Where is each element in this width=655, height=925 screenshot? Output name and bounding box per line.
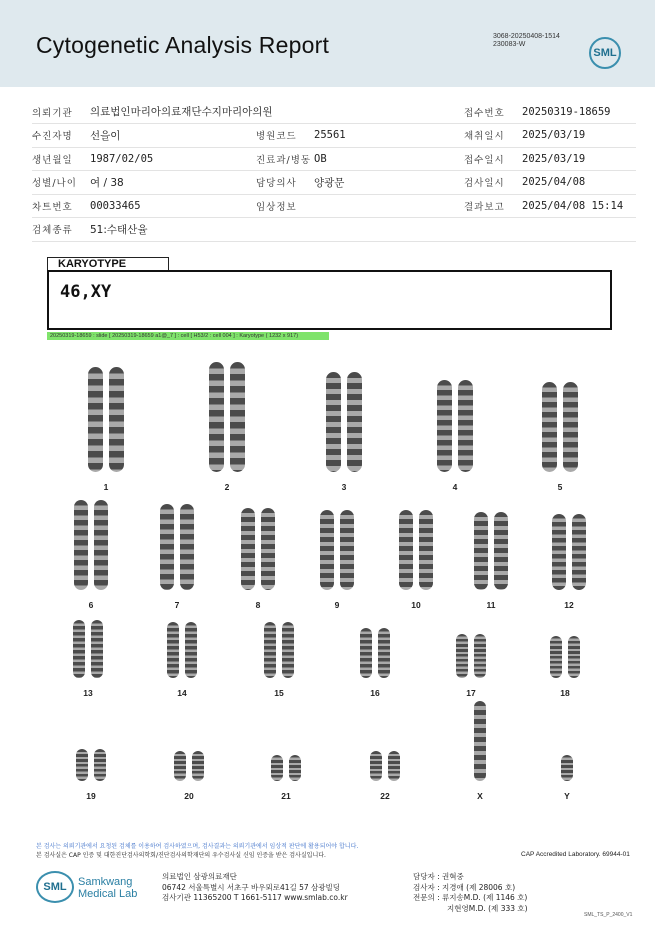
chromosome-image	[76, 749, 88, 781]
chromosome-image	[399, 510, 413, 590]
doctor-value: 양광문	[314, 171, 464, 195]
dept-label: 진료과/병동	[256, 147, 314, 171]
chromosome-pair-17	[456, 634, 486, 678]
clinical-info-value	[314, 194, 464, 218]
chromosome-label: X	[477, 791, 483, 801]
chromosome-image	[185, 622, 197, 678]
chromosome-label: 21	[281, 791, 291, 801]
chromosome-image	[241, 508, 255, 590]
lab-info	[162, 872, 348, 904]
chromosome-pair-22	[370, 751, 400, 781]
chromosome-image	[561, 755, 573, 781]
chromosome-label: 3	[341, 482, 347, 492]
chromosome-image	[388, 751, 400, 781]
chromosome-label: 22	[380, 791, 390, 801]
chromosome-pair-21	[271, 755, 301, 781]
lab-info-line1: 의료법인 삼광의료재단	[162, 872, 237, 881]
chromosome-pair-5	[542, 382, 578, 472]
sex-age-label: 성별/나이	[32, 171, 90, 195]
chromosome-pair-18	[550, 636, 580, 678]
chromosome-label: 1	[103, 482, 109, 492]
hospital-code-value: 25561	[314, 124, 464, 148]
chromosome-image	[572, 514, 586, 590]
staff-line4: 지현영M.D. (제 333 호)	[447, 903, 528, 913]
chromosome-pair-7	[160, 504, 194, 590]
sex-age-value: 여 / 38	[90, 171, 256, 195]
chromosome-image	[340, 510, 354, 590]
chromosome-image	[160, 504, 174, 590]
chromosome-image	[456, 634, 468, 678]
test-date-value: 2025/04/08	[522, 171, 636, 195]
collection-date-label: 채취일시	[464, 124, 522, 148]
chromosome-pair-y	[561, 755, 573, 781]
chromosome-image	[550, 636, 562, 678]
chromosome-image	[552, 514, 566, 590]
chromosome-image	[370, 751, 382, 781]
chromosome-image	[494, 512, 508, 590]
chromosome-label: 14	[177, 688, 187, 698]
chromosome-image	[192, 751, 204, 781]
info-row-1	[32, 100, 636, 124]
lab-brand-line1: Samkwang	[78, 876, 133, 888]
chromosome-pair-3	[326, 372, 362, 472]
chromosome-pair-8	[241, 508, 275, 590]
clinical-info-label: 임상정보	[256, 194, 314, 218]
chromosome-image	[261, 508, 275, 590]
chromosome-label: 4	[452, 482, 458, 492]
chromosome-image	[167, 622, 179, 678]
chromosome-image	[88, 367, 103, 472]
chromosome-image	[347, 372, 362, 472]
chromosome-label: 2	[224, 482, 230, 492]
karyotype-tab-label: KARYOTYPE	[47, 257, 169, 271]
name-value: 선을이	[90, 124, 256, 148]
specimen-label: 검체종류	[32, 218, 90, 242]
dept-value: OB	[314, 147, 464, 171]
info-row-3	[32, 147, 636, 171]
patient-info-table	[32, 100, 636, 242]
chromosome-image	[73, 620, 85, 678]
chromosome-image	[568, 636, 580, 678]
chromosome-pair-x	[474, 701, 486, 781]
chromosome-label: 9	[334, 600, 340, 610]
chromosome-image	[264, 622, 276, 678]
slide-info-bar: 20250319-18659 : slide [ 20250319-18659 a1@_7 ] : cell [ H53/2 : cell 004 ] : Karyotype ( 1232 x 917)	[47, 332, 329, 340]
result-report-label: 결과보고	[464, 194, 522, 218]
karyotype-result-box	[47, 270, 612, 330]
chromosome-pair-11	[474, 512, 508, 590]
chromosome-pair-13	[73, 620, 103, 678]
chromosome-label: 18	[560, 688, 570, 698]
chromosome-label: 10	[411, 600, 421, 610]
chromosome-image	[563, 382, 578, 472]
chromosome-image	[360, 628, 372, 678]
chromosome-image	[109, 367, 124, 472]
chromosome-image	[326, 372, 341, 472]
lab-info-line3: 검사기관 11365200 T 1661-5117 www.smlab.co.kr	[162, 893, 348, 902]
chromosome-label: 17	[466, 688, 476, 698]
chromosome-image	[91, 620, 103, 678]
chromosome-image	[474, 701, 486, 781]
report-code-line2: 230083-W	[493, 41, 526, 48]
lab-brand-line2: Medical Lab	[78, 888, 138, 900]
result-report-value: 2025/04/08 15:14	[522, 194, 636, 218]
karyogram-image	[40, 345, 640, 815]
chromosome-pair-6	[74, 500, 108, 590]
chromosome-image	[271, 755, 283, 781]
info-row-6	[32, 218, 636, 242]
chromosome-image	[320, 510, 334, 590]
chromosome-image	[542, 382, 557, 472]
chromosome-pair-4	[437, 380, 473, 472]
chromosome-image	[209, 362, 224, 472]
chromosome-label: 6	[88, 600, 94, 610]
report-code	[493, 33, 560, 49]
chromosome-image	[474, 634, 486, 678]
chromosome-image	[378, 628, 390, 678]
chromosome-image	[230, 362, 245, 472]
chromosome-label: 8	[255, 600, 261, 610]
info-row-5	[32, 194, 636, 218]
chromosome-label: 13	[83, 688, 93, 698]
receipt-no-value: 20250319-18659	[522, 100, 636, 124]
lab-info-line2: 06742 서울특별시 서초구 바우뫼로41길 57 삼광빌딩	[162, 882, 341, 892]
lab-brand-name	[78, 876, 137, 900]
footer-notice	[36, 842, 476, 860]
cap-accreditation: CAP Accredited Laboratory. 69944-01	[521, 851, 630, 858]
chromosome-label: 7	[174, 600, 180, 610]
chromosome-label: 11	[486, 600, 496, 610]
chromosome-label: 12	[564, 600, 574, 610]
report-header	[0, 0, 655, 87]
footer-notice-line1: 본 검사는 의뢰기관에서 요청된 검체를 이용하여 검사하였으며, 검사결과는 의뢰기관에서 임상적 판단에 활용되어야 합니다.	[36, 843, 359, 850]
staff-line3: 전문의 : 류지송M.D. (제 1146 호)	[413, 893, 528, 902]
chromosome-pair-2	[209, 362, 245, 472]
chromosome-image	[74, 500, 88, 590]
specimen-value: 51:수태산율	[90, 218, 636, 242]
institution-label: 의뢰기관	[32, 100, 90, 124]
test-date-label: 검사일시	[464, 171, 522, 195]
footer-notice-line2: 본 검사실은 CAP 인증 및 대한진단검사의학회/진단검사의학재단의 우수검사실 신임 인증을 받은 검사실입니다.	[36, 852, 326, 859]
chromosome-image	[174, 751, 186, 781]
chromosome-image	[289, 755, 301, 781]
name-label: 수진자명	[32, 124, 90, 148]
chromosome-image	[437, 380, 452, 472]
chromosome-pair-16	[360, 628, 390, 678]
report-title: Cytogenetic Analysis Report	[36, 32, 330, 58]
chromosome-pair-19	[76, 749, 106, 781]
chromosome-image	[282, 622, 294, 678]
chromosome-image	[458, 380, 473, 472]
chromosome-label: 20	[184, 791, 194, 801]
hospital-code-label: 병원코드	[256, 124, 314, 148]
document-code: SML_TS_P_2400_V1	[584, 912, 633, 918]
samkwang-logo-icon: SML	[36, 871, 74, 903]
info-row-4	[32, 171, 636, 195]
chromosome-pair-1	[88, 367, 124, 472]
chromosome-pair-15	[264, 622, 294, 678]
info-row-2	[32, 124, 636, 148]
chart-no-value: 00033465	[90, 194, 256, 218]
chromosome-pair-9	[320, 510, 354, 590]
chromosome-label: 16	[370, 688, 380, 698]
chromosome-pair-14	[167, 622, 197, 678]
chromosome-image	[474, 512, 488, 590]
staff-info	[413, 872, 528, 914]
chromosome-label: 5	[557, 482, 563, 492]
chromosome-image	[419, 510, 433, 590]
chromosome-pair-10	[399, 510, 433, 590]
report-code-line1: 3068-20250408-1514	[493, 33, 560, 40]
institution-value: 의료법인마리아의료재단수지마리아의원	[90, 100, 464, 124]
receipt-date-label: 접수일시	[464, 147, 522, 171]
staff-line2: 검사자 : 지경애 (제 28006 호)	[413, 882, 516, 892]
receipt-date-value: 2025/03/19	[522, 147, 636, 171]
collection-date-value: 2025/03/19	[522, 124, 636, 148]
receipt-no-label: 접수번호	[464, 100, 522, 124]
chromosome-label: 15	[274, 688, 284, 698]
chromosome-pair-12	[552, 514, 586, 590]
chart-no-label: 차트번호	[32, 194, 90, 218]
chromosome-label: Y	[564, 791, 570, 801]
chromosome-image	[180, 504, 194, 590]
sml-logo-icon: SML	[589, 37, 621, 69]
dob-label: 생년월일	[32, 147, 90, 171]
dob-value: 1987/02/05	[90, 147, 256, 171]
chromosome-image	[94, 500, 108, 590]
staff-line1: 담당자 : 권혁중	[413, 872, 464, 881]
karyotype-result: 46,XY	[60, 282, 112, 302]
chromosome-label: 19	[86, 791, 96, 801]
chromosome-image	[94, 749, 106, 781]
doctor-label: 담당의사	[256, 171, 314, 195]
chromosome-pair-20	[174, 751, 204, 781]
